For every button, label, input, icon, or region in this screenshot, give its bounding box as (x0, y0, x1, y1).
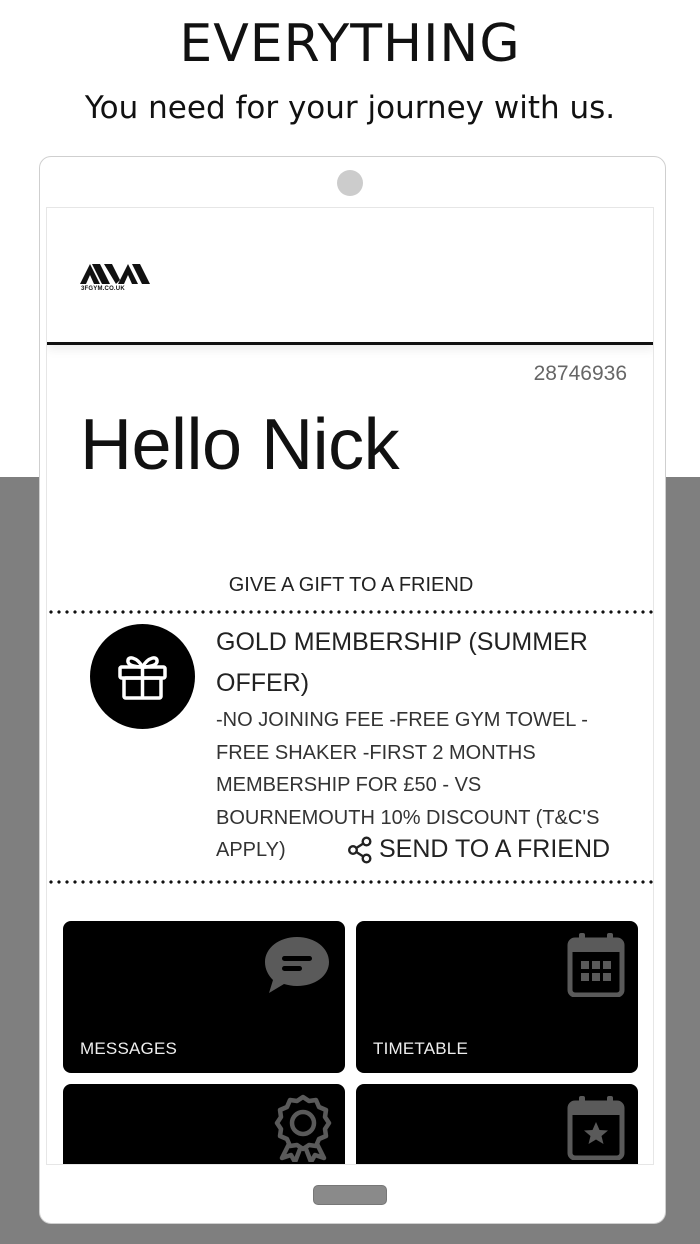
logo-text: 3FGYM.CO.UK (81, 286, 125, 292)
gift-badge (90, 624, 195, 729)
app-screen (46, 207, 654, 1165)
promo-subtitle: You need for your journey with us. (84, 90, 616, 126)
tile-messages[interactable] (63, 921, 345, 1073)
tile-timetable-label: TIMETABLE (373, 1039, 469, 1058)
tile-events[interactable] (356, 1084, 638, 1165)
share-icon (347, 836, 373, 864)
send-to-friend-button[interactable] (347, 835, 610, 864)
send-to-friend-label: SEND TO A FRIEND (379, 835, 611, 863)
give-gift-link[interactable]: GIVE A GIFT TO A FRIEND (228, 574, 474, 596)
dotted-divider-bottom (47, 880, 654, 884)
award-ribbon-icon (274, 1094, 332, 1162)
gift-icon (115, 649, 170, 704)
dotted-divider-top (47, 610, 654, 614)
member-id: 28746936 (533, 362, 627, 385)
home-button[interactable] (313, 1185, 387, 1205)
calendar-star-icon (567, 1094, 625, 1160)
offer-title: GOLD MEMBERSHIP (SUMMER OFFER) (216, 628, 588, 697)
camera-icon (337, 170, 363, 196)
tile-awards[interactable] (63, 1084, 345, 1165)
tile-timetable[interactable] (356, 921, 638, 1073)
calendar-grid-icon (567, 931, 625, 997)
chat-bubble-icon (263, 935, 331, 995)
promo-title: EVERYTHING (179, 14, 521, 74)
app-header (47, 208, 654, 345)
tile-messages-label: MESSAGES (80, 1039, 178, 1058)
offer-description: -NO JOINING FEE -FREE GYM TOWEL -FREE SHAKER -FIRST 2 MONTHS MEMBERSHIP FOR £50 - VS BOURNEMOUTH 10% DISCOUNT (T&C'S APPLY) (216, 709, 600, 861)
greeting-heading: Hello Nick (80, 405, 400, 485)
